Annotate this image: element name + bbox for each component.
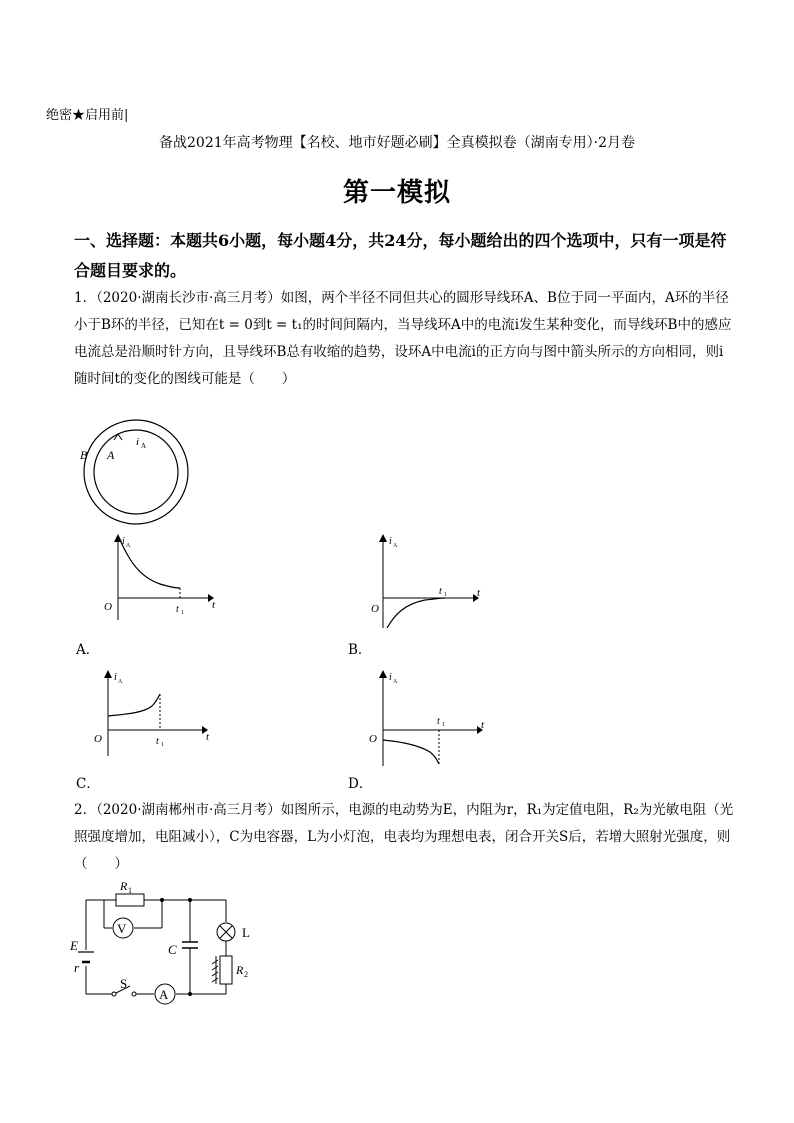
svg-text:t: t xyxy=(206,731,210,743)
svg-text:t: t xyxy=(439,586,442,597)
x-label: t xyxy=(212,599,216,611)
option-c[interactable]: C． xyxy=(76,776,100,792)
graph-b xyxy=(365,532,485,632)
exam-subtitle: 备战2021年高考物理【名校、地市好题必刷】全真模拟卷（湖南专用）·2月卷 xyxy=(159,135,635,151)
label-i: i xyxy=(136,436,140,448)
svg-text:1: 1 xyxy=(444,592,447,598)
section-heading: 一、选择题：本题共6小题，每小题4分，共24分，每小题给出的四个选项中，只有一项是符合题目要求的。 xyxy=(74,231,727,280)
svg-text:1: 1 xyxy=(442,722,445,728)
svg-text:i: i xyxy=(389,536,392,547)
svg-text:V: V xyxy=(117,921,127,936)
svg-text:E: E xyxy=(70,938,78,953)
circuit-diagram xyxy=(66,876,266,1006)
svg-text:R: R xyxy=(120,879,128,893)
graph-d xyxy=(365,668,495,768)
label-i-sub: A xyxy=(141,442,147,450)
y-label: i xyxy=(122,536,125,547)
svg-text:t: t xyxy=(481,719,485,731)
svg-text:A: A xyxy=(126,543,131,549)
svg-text:1: 1 xyxy=(161,742,164,748)
ring-figure xyxy=(76,412,196,532)
svg-text:O: O xyxy=(371,603,379,615)
svg-text:O: O xyxy=(369,733,377,745)
svg-text:1: 1 xyxy=(181,610,184,616)
svg-text:i: i xyxy=(114,672,117,683)
svg-text:i: i xyxy=(389,672,392,683)
origin-label: O xyxy=(104,601,112,613)
page-title: 第一模拟 xyxy=(342,178,451,208)
resistor-r1 xyxy=(116,894,144,906)
label-b: B xyxy=(80,448,88,462)
svg-text:O: O xyxy=(94,733,102,745)
confidential-mark: 绝密★启用前| xyxy=(46,108,129,123)
svg-text:A: A xyxy=(393,679,398,685)
option-d[interactable]: D． xyxy=(348,776,373,792)
svg-text:t: t xyxy=(477,587,481,599)
svg-text:t: t xyxy=(176,604,179,615)
svg-text:A: A xyxy=(118,679,123,685)
svg-text:L: L xyxy=(242,925,250,940)
question-2-text: 2．（2020·湖南郴州市·高三月考）如图所示，电源的电动势为E，内阻为r，R₁为定值电阻，R₂为光敏电阻（光照强度增加，电阻减小），C为电容器，L为小灯泡，电表均为理想电表，闭合开关S后，若增大照射光强度，则（ ） xyxy=(74,802,734,872)
svg-text:1: 1 xyxy=(128,886,132,895)
option-a[interactable]: A． xyxy=(76,642,100,658)
svg-text:t: t xyxy=(437,716,440,727)
svg-text:R: R xyxy=(236,963,244,977)
option-b[interactable]: B． xyxy=(348,642,372,658)
svg-text:t: t xyxy=(156,736,159,747)
label-a: A xyxy=(107,448,115,462)
svg-text:A: A xyxy=(393,543,398,549)
question-1-text: 1．（2020·湖南长沙市·高三月考）如图，两个半径不同但共心的圆形导线环A、B位于同一平面内，A环的半径小于B环的半径，已知在t = 0到t = t₁的时间间隔内，当导线环A中的电流i发生某种变化，而导线环B中的感应电流总是沿顺时针方向，且导线环B总有收缩的趋势，设环A中电流i的正方向与图中箭头所示的方向相同，则i随时间t的变化的图线可能是（ ） xyxy=(74,290,732,387)
svg-text:S: S xyxy=(120,976,128,991)
svg-text:A: A xyxy=(159,987,169,1002)
photoresistor-r2 xyxy=(220,956,232,984)
graph-c xyxy=(90,668,220,758)
svg-text:r: r xyxy=(74,960,80,975)
svg-text:C: C xyxy=(168,942,177,957)
graph-a xyxy=(100,532,220,622)
svg-text:2: 2 xyxy=(244,970,248,979)
